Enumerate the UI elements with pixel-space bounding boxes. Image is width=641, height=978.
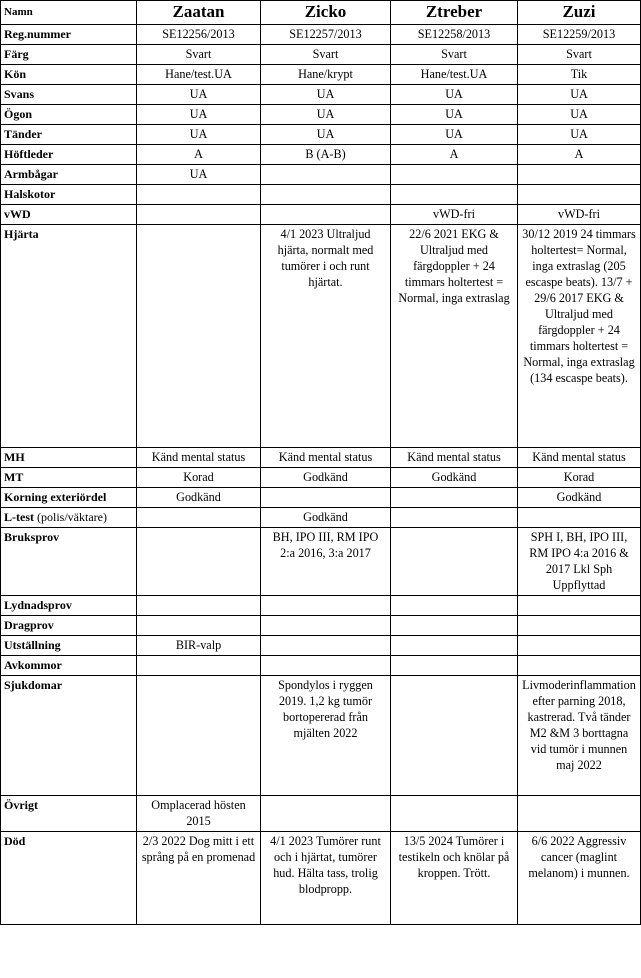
dog-name-ztreber: Ztreber	[391, 1, 518, 25]
table-cell: BIR-valp	[137, 636, 261, 656]
table-cell: 4/1 2023 Tumörer runt och i hjärtat, tumörer hud. Hälta tass, trolig blodpropp.	[261, 832, 391, 925]
dog-name-zaatan: Zaatan	[137, 1, 261, 25]
table-cell: SE12257/2013	[261, 25, 391, 45]
table-cell	[391, 616, 518, 636]
row-label	[1, 676, 137, 796]
table-cell: Livmoderinflammation efter parning 2018, kastrerad. Två tänder M2 &M 3 borttagna vid tumör i munnen maj 2022	[518, 676, 641, 796]
row-label	[1, 468, 137, 488]
row-label-text: Utställning	[4, 638, 61, 652]
table-cell: UA	[137, 105, 261, 125]
table-cell	[137, 596, 261, 616]
table-cell: Svart	[137, 45, 261, 65]
table-cell	[391, 528, 518, 596]
row-label	[1, 125, 137, 145]
table-cell: UA	[518, 105, 641, 125]
table-cell	[261, 616, 391, 636]
table-cell: Spondylos i ryggen 2019. 1,2 kg tumör bortopererad från mjälten 2022	[261, 676, 391, 796]
table-cell	[391, 185, 518, 205]
table-cell	[137, 616, 261, 636]
row-label-text: MH	[4, 450, 25, 464]
table-cell	[518, 165, 641, 185]
row-label	[1, 85, 137, 105]
table-cell: A	[518, 145, 641, 165]
table-row	[1, 448, 641, 468]
table-cell	[518, 508, 641, 528]
table-row	[1, 508, 641, 528]
row-label	[1, 65, 137, 85]
table-cell: 13/5 2024 Tumörer i testikeln och knölar på kroppen. Trött.	[391, 832, 518, 925]
table-cell: SPH I, BH, IPO III, RM IPO 4:a 2016 & 2017 Lkl Sph Uppflyttad	[518, 528, 641, 596]
table-row	[1, 45, 641, 65]
table-cell	[137, 656, 261, 676]
table-cell: 22/6 2021 EKG & Ultraljud med färgdoppler + 24 timmars holtertest = Normal, inga extraslag	[391, 225, 518, 448]
table-row	[1, 468, 641, 488]
table-row	[1, 105, 641, 125]
table-cell: UA	[518, 125, 641, 145]
row-label-text: Dragprov	[4, 618, 54, 632]
row-label-text: Halskotor	[4, 187, 56, 201]
table-cell	[391, 596, 518, 616]
table-body	[1, 25, 641, 925]
table-row	[1, 616, 641, 636]
row-label	[1, 616, 137, 636]
table-row	[1, 528, 641, 596]
row-label-text: Korning exteriördel	[4, 490, 107, 504]
row-label-text: Armbågar	[4, 167, 58, 181]
table-cell: 6/6 2022 Aggressiv cancer (maglint melanom) i munnen.	[518, 832, 641, 925]
corner-label: Namn	[1, 1, 137, 25]
row-label-note: (polis/väktare)	[37, 510, 107, 524]
table-cell: SE12259/2013	[518, 25, 641, 45]
table-cell: Känd mental status	[391, 448, 518, 468]
table-cell	[261, 656, 391, 676]
row-label-text: Lydnadsprov	[4, 598, 72, 612]
table-cell: Korad	[137, 468, 261, 488]
table-cell	[518, 596, 641, 616]
table-cell: Känd mental status	[261, 448, 391, 468]
row-label-text: Höftleder	[4, 147, 54, 161]
table-cell: Godkänd	[137, 488, 261, 508]
dog-name-zuzi: Zuzi	[518, 1, 641, 25]
table-row	[1, 145, 641, 165]
table-cell	[391, 488, 518, 508]
table-cell: Godkänd	[518, 488, 641, 508]
table-cell: UA	[261, 105, 391, 125]
table-cell: UA	[391, 125, 518, 145]
row-label	[1, 488, 137, 508]
table-row	[1, 636, 641, 656]
table-cell	[391, 676, 518, 796]
table-row	[1, 488, 641, 508]
table-cell: SE12256/2013	[137, 25, 261, 45]
table-cell: Godkänd	[391, 468, 518, 488]
header-row	[1, 1, 641, 25]
row-label-text: MT	[4, 470, 24, 484]
table-cell	[137, 508, 261, 528]
row-label-text: Bruksprov	[4, 530, 60, 544]
table-cell	[261, 636, 391, 656]
row-label-text: vWD	[4, 207, 31, 221]
table-cell	[518, 616, 641, 636]
row-label	[1, 105, 137, 125]
row-label-text: Övrigt	[4, 798, 38, 812]
table-cell	[261, 796, 391, 832]
table-cell	[391, 165, 518, 185]
table-cell: UA	[391, 105, 518, 125]
table-cell: Svart	[391, 45, 518, 65]
table-cell	[137, 676, 261, 796]
table-cell: Godkänd	[261, 468, 391, 488]
table-cell: UA	[137, 85, 261, 105]
table-row	[1, 225, 641, 448]
row-label-text: Avkommor	[4, 658, 62, 672]
row-label	[1, 225, 137, 448]
table-cell: 4/1 2023 Ultraljud hjärta, normalt med tumörer i och runt hjärtat.	[261, 225, 391, 448]
row-label	[1, 596, 137, 616]
row-label	[1, 636, 137, 656]
table-cell: A	[391, 145, 518, 165]
table-cell	[137, 225, 261, 448]
row-label-text: Död	[4, 834, 26, 848]
table-cell	[137, 528, 261, 596]
row-label	[1, 528, 137, 596]
table-cell: A	[137, 145, 261, 165]
table-cell: Omplacerad hösten 2015	[137, 796, 261, 832]
table-cell: Känd mental status	[518, 448, 641, 468]
table-cell	[391, 508, 518, 528]
table-row	[1, 796, 641, 832]
table-cell	[261, 205, 391, 225]
row-label	[1, 448, 137, 468]
table-cell: Hane/test.UA	[391, 65, 518, 85]
table-cell: UA	[261, 85, 391, 105]
table-cell	[261, 596, 391, 616]
table-cell	[137, 205, 261, 225]
row-label-text: Färg	[4, 47, 29, 61]
table-row	[1, 65, 641, 85]
table-row	[1, 125, 641, 145]
table-row	[1, 596, 641, 616]
table-cell	[261, 165, 391, 185]
dog-name-zicko: Zicko	[261, 1, 391, 25]
table-cell	[518, 796, 641, 832]
table-cell: UA	[137, 125, 261, 145]
table-cell	[518, 185, 641, 205]
table-cell: Tik	[518, 65, 641, 85]
table-cell	[391, 636, 518, 656]
table-row	[1, 25, 641, 45]
row-label	[1, 656, 137, 676]
row-label-text: L-test	[4, 510, 34, 524]
row-label-text: Sjukdomar	[4, 678, 63, 692]
table-row	[1, 656, 641, 676]
table-cell: 2/3 2022 Dog mitt i ett språng på en promenad	[137, 832, 261, 925]
table-row	[1, 165, 641, 185]
row-label-text: Reg.nummer	[4, 27, 71, 41]
table-cell	[391, 796, 518, 832]
row-label	[1, 832, 137, 925]
table-cell: UA	[137, 165, 261, 185]
table-cell: UA	[261, 125, 391, 145]
table-cell: BH, IPO III, RM IPO 2:a 2016, 3:a 2017	[261, 528, 391, 596]
row-label-text: Kön	[4, 67, 27, 81]
row-label	[1, 185, 137, 205]
table-cell: Känd mental status	[137, 448, 261, 468]
table-cell	[518, 636, 641, 656]
table-cell	[137, 185, 261, 205]
row-label-text: Svans	[4, 87, 35, 101]
table-cell: UA	[391, 85, 518, 105]
row-label	[1, 508, 137, 528]
row-label	[1, 45, 137, 65]
table-cell: Hane/test.UA	[137, 65, 261, 85]
table-cell: SE12258/2013	[391, 25, 518, 45]
row-label	[1, 145, 137, 165]
table-cell: Svart	[518, 45, 641, 65]
table-cell	[261, 488, 391, 508]
table-cell	[518, 656, 641, 676]
table-cell: vWD-fri	[518, 205, 641, 225]
table-cell: UA	[518, 85, 641, 105]
table-cell: Hane/krypt	[261, 65, 391, 85]
table-row	[1, 185, 641, 205]
table-cell: Korad	[518, 468, 641, 488]
table-cell	[391, 656, 518, 676]
table-row	[1, 832, 641, 925]
table-cell: vWD-fri	[391, 205, 518, 225]
row-label	[1, 165, 137, 185]
table-cell	[261, 185, 391, 205]
row-label-text: Tänder	[4, 127, 43, 141]
row-label	[1, 796, 137, 832]
table-cell: Godkänd	[261, 508, 391, 528]
table-row	[1, 205, 641, 225]
table-cell: B (A-B)	[261, 145, 391, 165]
table-cell: 30/12 2019 24 timmars holtertest= Normal, inga extraslag (205 escaspe beats). 13/7 + 29/6 2017 EKG & Ultraljud med färgdoppler + 24 timmars holtertest = Normal, inga extraslag (134 escaspe beats).	[518, 225, 641, 448]
table-row	[1, 676, 641, 796]
row-label	[1, 205, 137, 225]
row-label-text: Ögon	[4, 107, 33, 121]
table-row	[1, 85, 641, 105]
row-label	[1, 25, 137, 45]
row-label-text: Hjärta	[4, 227, 39, 241]
table-cell: Svart	[261, 45, 391, 65]
